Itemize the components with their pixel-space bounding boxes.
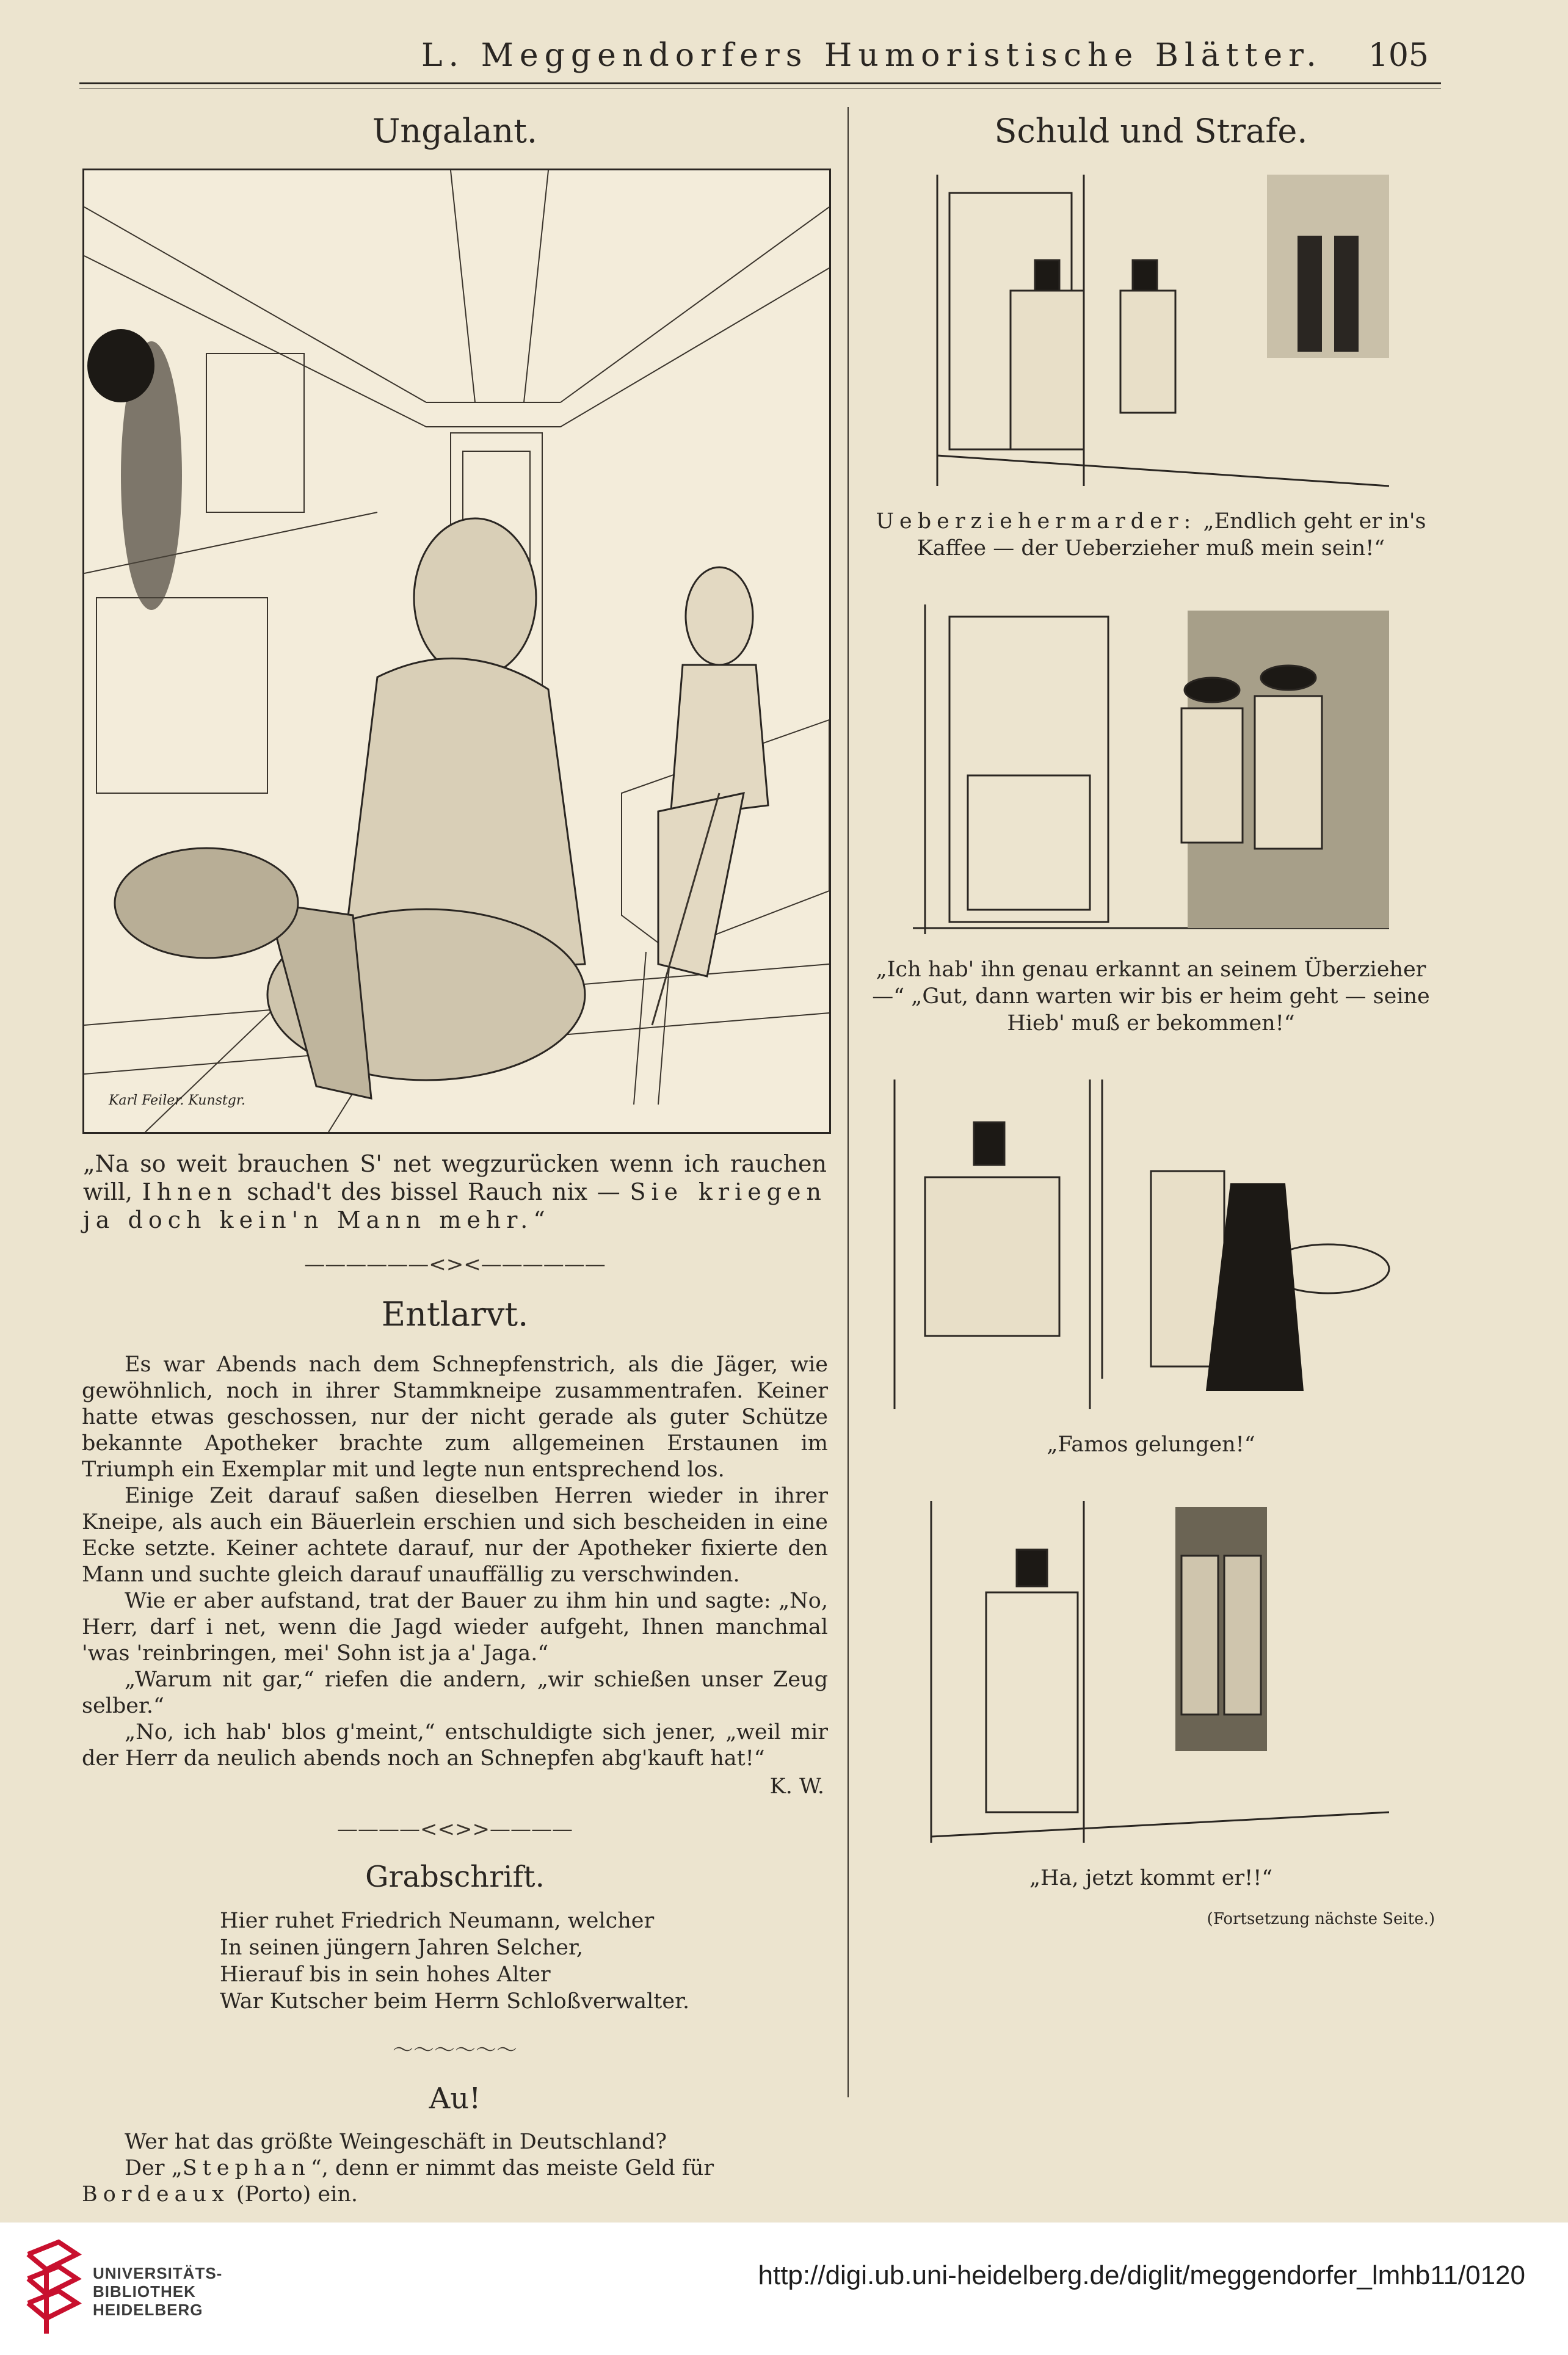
ornament-divider-1: ——————<><——————	[304, 1252, 606, 1277]
panel-2-caption: „Ich hab' ihn genau erkannt an seinem Überzieher —“ „Gut, dann warten wir bis er heim geht — seine Hieb' muß er bekommen!“	[872, 957, 1430, 1036]
illustration-signature: Karl Feiler. Kunstgr.	[109, 1093, 245, 1108]
joke-line-1: Wer hat das größte Weingeschäft in Deutschland?	[125, 2130, 667, 2154]
joke-line-3b: (Porto) ein.	[229, 2182, 358, 2207]
comic-panel-3	[888, 1073, 1414, 1415]
title-schuld-und-strafe: Schuld und Strafe.	[994, 112, 1308, 150]
column-divider	[848, 107, 849, 2097]
page-header	[79, 34, 1441, 76]
poem-line: Hier ruhet Friedrich Neumann, welcher	[220, 1909, 655, 1933]
header-title: L. Meggendorfers Humoristische Blätter.	[421, 37, 1323, 74]
header-rule	[79, 82, 1441, 84]
left-column	[79, 107, 830, 2208]
title-grabschrift: Grabschrift.	[365, 1860, 545, 1894]
caption-ungalant-part1: „Na so weit brauchen S' net wegzurücken wenn ich rauchen will,	[83, 1150, 827, 1205]
panel-4-caption: „Ha, jetzt kommt er!!“	[1029, 1866, 1273, 1890]
poem-line: War Kutscher beim Herrn Schloßverwalter.	[220, 1989, 690, 2014]
story-paragraph: Wie er aber aufstand, trat der Bauer zu ihm hin und sagte: „No, Herr, darf i net, wenn die Jagd wieder aufgeht, Ihnen manchmal 'was 'reinbringen, mei' Sohn ist ja a' Jaga.“	[82, 1589, 828, 1666]
joke-line-2a: Der „	[125, 2156, 183, 2180]
panel-3-caption: „Famos gelungen!“	[1047, 1432, 1255, 1457]
joke-line-2	[82, 2155, 828, 2182]
poem-line: In seinen jüngern Jahren Selcher,	[220, 1936, 584, 1960]
right-column	[861, 107, 1441, 1928]
poem-grabschrift	[220, 1907, 830, 2015]
title-au: Au!	[429, 2081, 481, 2116]
caption-ungalant-spaced2: Sie kriegen ja doch kein'n Mann mehr.	[83, 1178, 827, 1233]
caption-ungalant-end: “	[533, 1207, 545, 1233]
joke-line-2b: “, denn er nimmt das meiste Geld für	[310, 2156, 714, 2180]
panel-1-speaker: Ueberziehermarder:	[876, 509, 1197, 534]
poem-line: Hierauf bis in sein hohes Alter	[220, 1962, 551, 1987]
joke-au	[82, 2129, 828, 2208]
ornament-divider-2: ————<<>>————	[337, 1817, 573, 1842]
institution-line-2: BIBLIOTHEK	[93, 2282, 196, 2301]
caption-ungalant	[83, 1150, 827, 1234]
page-number: 105	[1368, 37, 1429, 74]
continued-note: (Fortsetzung nächste Seite.)	[1207, 1910, 1435, 1928]
joke-stephan: Stephan	[182, 2156, 311, 2180]
caption-ungalant-spaced: Ihnen	[142, 1178, 238, 1205]
story-entlarvt	[82, 1352, 828, 1772]
ornament-divider-3: ～～～～～～	[393, 2038, 517, 2063]
joke-line-3	[82, 2182, 828, 2208]
story-paragraph: „Warum nit gar,“ riefen die andern, „wir schießen unser Zeug selber.“	[82, 1667, 828, 1718]
comic-panel-4	[913, 1495, 1389, 1849]
comic-panel-1	[913, 169, 1389, 492]
institution-line-1: UNIVERSITÄTS-	[93, 2264, 223, 2282]
story-paragraph: Es war Abends nach dem Schnepfenstrich, als die Jäger, wie gewöhnlich, noch in ihrer Stammkneipe zusammentrafen. Keiner hatte etwas geschossen, nur der nicht gerade als guter Schütze bekannte Apotheker brachte zum allgemeinen Erstaunen im Triumph ein Exemplar mit und legte nun entsprechend los.	[82, 1352, 828, 1482]
story-paragraph: Einige Zeit darauf saßen dieselben Herren wieder in ihrer Kneipe, als auch ein Bäuerlein erschien und sich bescheiden in eine Ecke setzte. Keiner achtete darauf, nur der Apotheker fixierte den Mann und suchte gleich darauf unauffällig zu verschwinden.	[82, 1484, 828, 1587]
source-url-link[interactable]: http://digi.ub.uni-heidelberg.de/diglit/meggendorfer_lmhb11/0120	[758, 2260, 1525, 2290]
institution-name	[93, 2264, 222, 2319]
story-signature: K. W.	[769, 1774, 824, 1799]
panel-1-text: „Endlich geht er in's Kaffee — der Ueberzieher muß mein sein!“	[916, 509, 1426, 561]
panel-1-caption	[865, 508, 1437, 562]
institution-line-3: HEIDELBERG	[93, 2301, 203, 2319]
title-ungalant: Ungalant.	[372, 112, 538, 150]
title-entlarvt: Entlarvt.	[381, 1295, 529, 1334]
train-compartment-drawing	[84, 170, 829, 1132]
caption-ungalant-part2: schad't des bissel Rauch nix —	[237, 1178, 630, 1205]
viewer-footer	[0, 2223, 1568, 2355]
comic-panel-2	[913, 598, 1389, 940]
joke-bordeaux: Bordeaux	[82, 2182, 230, 2207]
story-paragraph: „No, ich hab' blos g'meint,“ entschuldigte sich jener, „weil mir der Herr da neulich abends noch an Schnepfen abg'kauft hat!“	[82, 1720, 828, 1771]
university-library-logo-icon	[22, 2236, 83, 2340]
illustration-train-compartment	[82, 169, 831, 1134]
